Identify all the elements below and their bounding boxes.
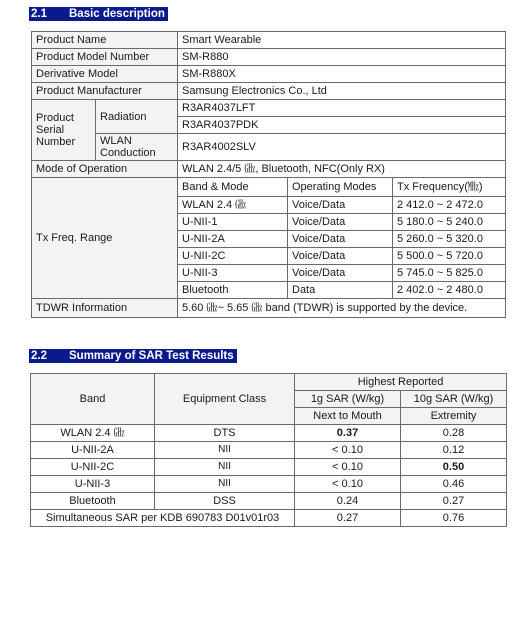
row-label: Product Name [32, 32, 178, 49]
header-band: Band [31, 374, 155, 425]
tx-band: U-NII-1 [178, 214, 288, 231]
table-row [32, 100, 506, 117]
sar-10g-value: 0.28 [401, 425, 507, 442]
table-row [31, 459, 507, 476]
header-sar-10g: 10g SAR (W/kg) [401, 391, 507, 408]
sar-10g-value: 0.50 [401, 459, 507, 476]
sar-10g-value: 0.27 [401, 493, 507, 510]
tx-mode: Voice/Data [288, 197, 393, 214]
row-value: SM-R880X [178, 66, 506, 83]
simultaneous-sar-10g: 0.76 [401, 510, 507, 527]
tx-band: U-NII-2C [178, 248, 288, 265]
tx-frequency: 5 500.0 ~ 5 720.0 [393, 248, 506, 265]
sar-1g-value: 0.24 [295, 493, 401, 510]
table-row [32, 161, 506, 178]
sar-class: DSS [155, 493, 295, 510]
section-title: Summary of SAR Test Results [69, 350, 234, 362]
tx-band: Bluetooth [178, 282, 288, 299]
basic-description-table [31, 31, 506, 318]
table-row [32, 134, 506, 161]
table-row [32, 32, 506, 49]
sar-1g-value: 0.37 [295, 425, 401, 442]
sar-10g-value: 0.12 [401, 442, 507, 459]
section-number: 2.1 [31, 8, 47, 20]
tx-mode: Data [288, 282, 393, 299]
section-number: 2.2 [31, 350, 47, 362]
section-title: Basic description [69, 8, 165, 20]
table-row [31, 425, 507, 442]
row-value: SM-R880 [178, 49, 506, 66]
sar-band: WLAN 2.4 ㎓ [31, 425, 155, 442]
tx-mode: Voice/Data [288, 265, 393, 282]
radiation-value: R3AR4037PDK [178, 117, 506, 134]
serial-number-label: Product Serial Number [32, 100, 96, 161]
tx-band: U-NII-3 [178, 265, 288, 282]
table-row [31, 510, 507, 527]
tx-freq-range-label: Tx Freq. Range [32, 178, 178, 299]
header-sar-1g: 1g SAR (W/kg) [295, 391, 401, 408]
table-row [31, 476, 507, 493]
table-row [32, 83, 506, 100]
table-row [32, 178, 506, 197]
sar-1g-value: < 0.10 [295, 459, 401, 476]
row-value: Samsung Electronics Co., Ltd [178, 83, 506, 100]
header-equipment-class: Equipment Class [155, 374, 295, 425]
row-value: WLAN 2.4/5 ㎓, Bluetooth, NFC(Only RX) [178, 161, 506, 178]
simultaneous-sar-label: Simultaneous SAR per KDB 690783 D01v01r03 [31, 510, 295, 527]
sar-band: U-NII-2C [31, 459, 155, 476]
sar-band: U-NII-2A [31, 442, 155, 459]
header-highest-reported: Highest Reported [295, 374, 507, 391]
sar-class: NII [155, 442, 295, 459]
tx-band: WLAN 2.4 ㎓ [178, 197, 288, 214]
sar-1g-value: < 0.10 [295, 476, 401, 493]
row-label: Product Model Number [32, 49, 178, 66]
table-row [32, 299, 506, 318]
sar-1g-value: < 0.10 [295, 442, 401, 459]
sar-band: U-NII-3 [31, 476, 155, 493]
header-extremity: Extremity [401, 408, 507, 425]
sar-class: NII [155, 459, 295, 476]
tx-header-frequency: Tx Frequency(㎒) [393, 178, 506, 197]
sar-band: Bluetooth [31, 493, 155, 510]
table-row [32, 66, 506, 83]
tdwr-value: 5.60 ㎓~ 5.65 ㎓ band (TDWR) is supported by the device. [178, 299, 506, 318]
tx-mode: Voice/Data [288, 231, 393, 248]
radiation-value: R3AR4037LFT [178, 100, 506, 117]
tx-mode: Voice/Data [288, 214, 393, 231]
simultaneous-sar-1g: 0.27 [295, 510, 401, 527]
sar-results-table [30, 373, 507, 527]
radiation-label: Radiation [96, 100, 178, 134]
tx-frequency: 5 260.0 ~ 5 320.0 [393, 231, 506, 248]
table-row [31, 374, 507, 391]
row-label: Product Manufacturer [32, 83, 178, 100]
tx-frequency: 2 412.0 ~ 2 472.0 [393, 197, 506, 214]
section-heading-basic-description [29, 7, 168, 21]
tx-header-modes: Operating Modes [288, 178, 393, 197]
wlan-conduction-value: R3AR4002SLV [178, 134, 506, 161]
header-next-to-mouth: Next to Mouth [295, 408, 401, 425]
tx-band: U-NII-2A [178, 231, 288, 248]
section-heading-sar-summary [29, 349, 237, 363]
sar-class: NII [155, 476, 295, 493]
tx-frequency: 5 745.0 ~ 5 825.0 [393, 265, 506, 282]
tx-mode: Voice/Data [288, 248, 393, 265]
table-row [31, 493, 507, 510]
row-value: Smart Wearable [178, 32, 506, 49]
tx-frequency: 2 402.0 ~ 2 480.0 [393, 282, 506, 299]
tx-header-band: Band & Mode [178, 178, 288, 197]
sar-10g-value: 0.46 [401, 476, 507, 493]
table-row [32, 49, 506, 66]
tx-frequency: 5 180.0 ~ 5 240.0 [393, 214, 506, 231]
wlan-conduction-label: WLAN Conduction [96, 134, 178, 161]
table-row [31, 442, 507, 459]
tdwr-label: TDWR Information [32, 299, 178, 318]
row-label: Mode of Operation [32, 161, 178, 178]
sar-class: DTS [155, 425, 295, 442]
row-label: Derivative Model [32, 66, 178, 83]
